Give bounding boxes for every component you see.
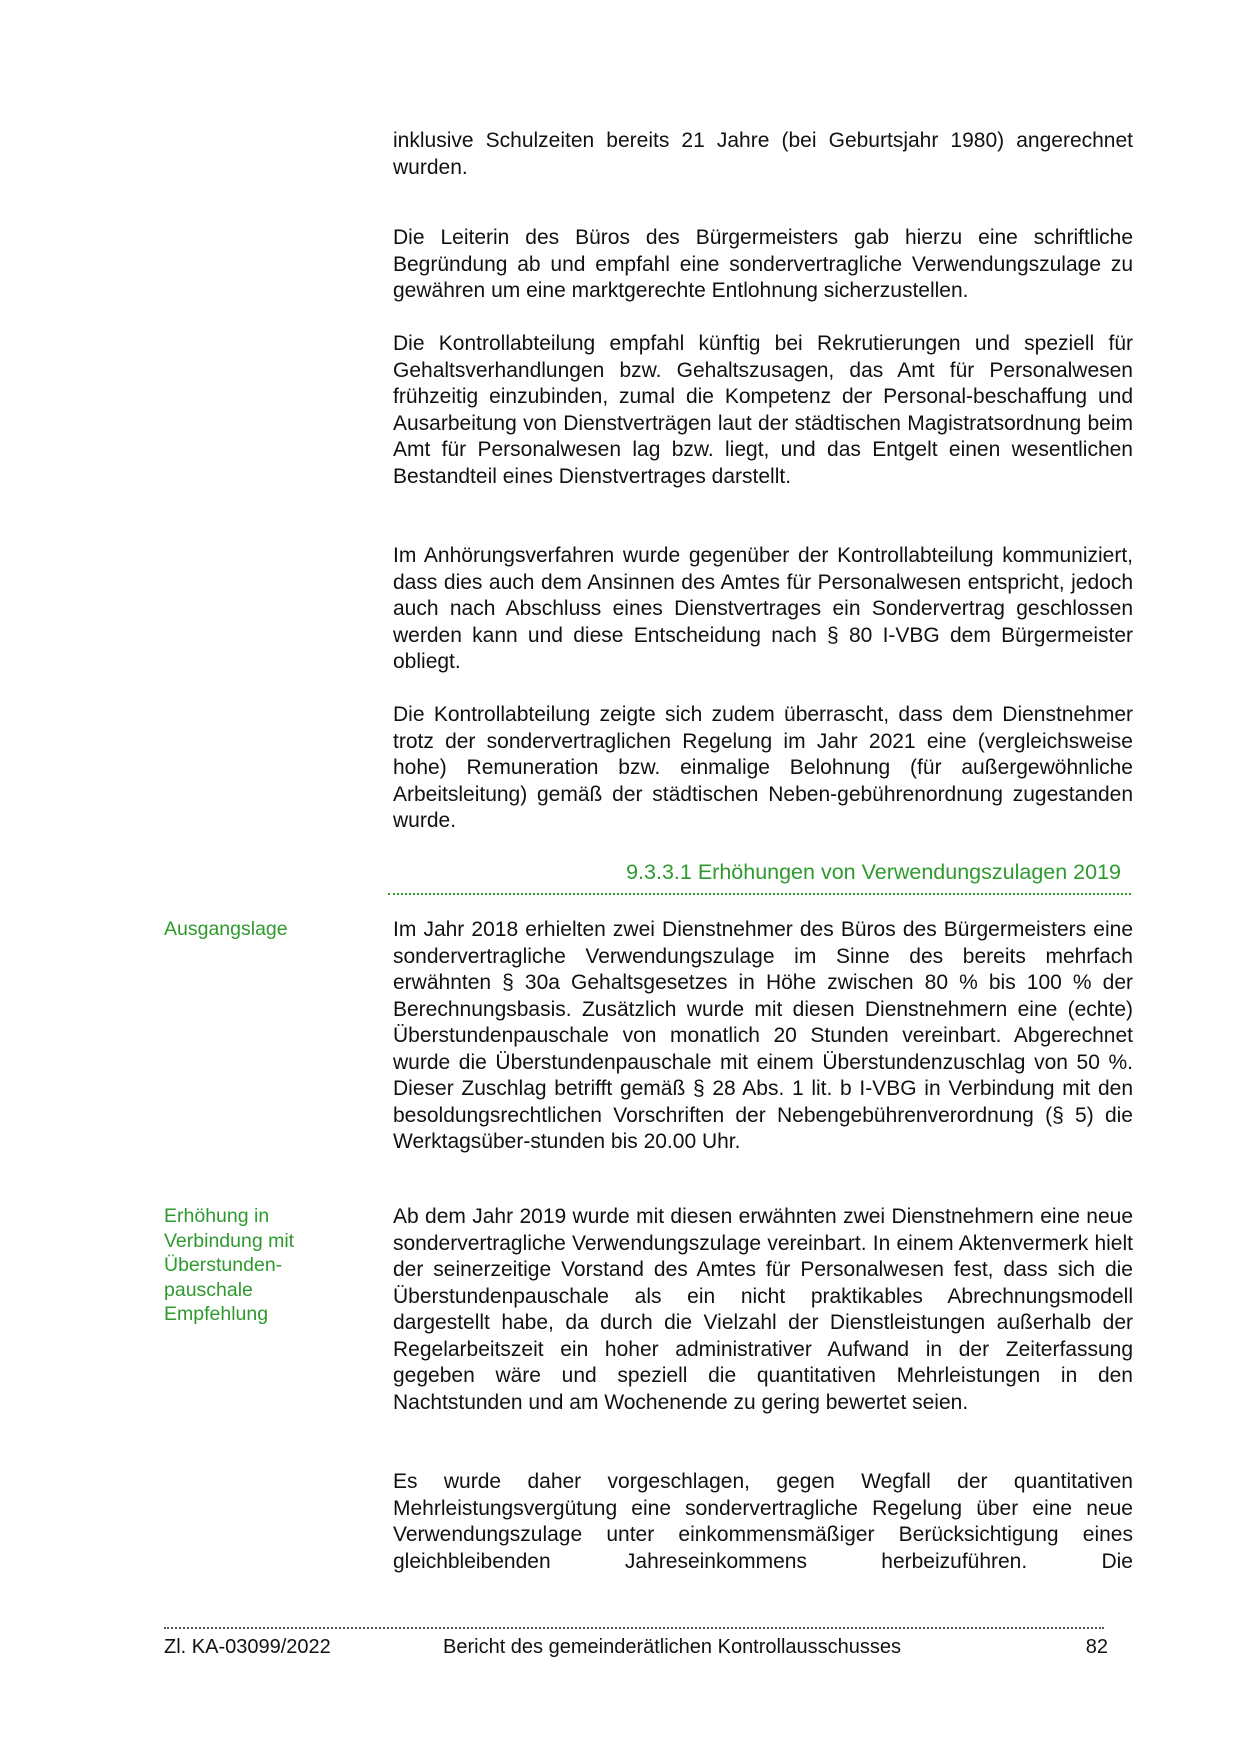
body-paragraph-8: Es wurde daher vorgeschlagen, gegen Wegfall der quantitativen Mehrleistungsvergütung eine sondervertragliche Regelung über eine neue Verwendungszulage unter einkommensmäßiger Berücksichtigung eines gleichbleibenden Jahreseinkommens herbeizuführen. Die bbox=[393, 1470, 1133, 1573]
body-paragraph-6: Im Jahr 2018 erhielten zwei Dienstnehmer des Büros des Bürgermeisters eine sondervertragliche Verwendungszulage im Sinne des bereits mehrfach erwähnten § 30a Gehaltsgesetzes in Höhe zwischen 80 % bis 100 % der Berechnungsbasis. Zusätzlich wurde mit diesen Dienstnehmern eine (echte) Überstundenpauschale von monatlich 20 Stunden vereinbart. Abgerechnet wurde die Überstundenpauschale mit einem Überstundenzuschlag von 50 %. Dieser Zuschlag betrifft gemäß § 28 Abs. 1 lit. b I-VBG in Verbindung mit den besoldungsrechtlichen Vorschriften der Nebengebührenverordnung (§ 5) die Werktagsüber-stunden bis 20.00 Uhr. bbox=[393, 918, 1133, 1153]
body-paragraph-4: Im Anhörungsverfahren wurde gegenüber der Kontrollabteilung kommuniziert, dass dies auch dem Ansinnen des Amtes für Personalwesen entspricht, jedoch auch nach Abschluss eines Dienstvertrages ein Sondervertrag geschlossen werden kann und diese Entscheidung nach § 80 I-VBG dem Bürgermeister obliegt. bbox=[393, 544, 1133, 673]
margin-note-ausgangslage: Ausgangslage bbox=[164, 918, 288, 940]
body-paragraph-1: inklusive Schulzeiten bereits 21 Jahre (bei Geburtsjahr 1980) angerechnet wurden. bbox=[393, 129, 1133, 179]
margin-note-line: pauschale bbox=[164, 1278, 253, 1301]
section-heading-rule bbox=[388, 893, 1131, 895]
footer-reference: Zl. KA-03099/2022 bbox=[164, 1636, 331, 1658]
margin-note-line: Erhöhung in bbox=[164, 1205, 270, 1227]
body-paragraph-5: Die Kontrollabteilung zeigte sich zudem überrascht, dass dem Dienstnehmer trotz der sondervertraglichen Regelung im Jahr 2021 eine (vergleichsweise hohe) Remuneration bzw. einmalige Belohnung (für außergewöhnliche Arbeitsleitung) gemäß der städtischen Neben-gebührenordnung zugestanden wurde. bbox=[393, 703, 1133, 832]
page-number: 82 bbox=[1085, 1636, 1108, 1658]
footer-rule bbox=[164, 1627, 1104, 1629]
body-paragraph-3: Die Kontrollabteilung empfahl künftig bei Rekrutierungen und speziell für Gehaltsverhandlungen bzw. Gehaltszusagen, das Amt für Personalwesen frühzeitig einzubinden, zumal die Kompetenz der Personal-beschaffung und Ausarbeitung von Dienstverträgen laut der städtischen Magistratsordnung beim Amt für Personalwesen lag bzw. liegt, und das Entgelt einen wesentlichen Bestandteil eines Dienstvertrages darstellt. bbox=[393, 332, 1133, 488]
body-paragraph-2: Die Leiterin des Büros des Bürgermeisters gab hierzu eine schriftliche Begründung ab und empfahl eine sondervertragliche Verwendungszulage zu gewähren um eine marktgerechte Entlohnung sicherzustellen. bbox=[393, 226, 1133, 302]
footer-title: Bericht des gemeinderätlichen Kontrollausschusses bbox=[443, 1636, 902, 1658]
margin-note-erhoehung bbox=[164, 1204, 364, 1327]
margin-note-line: Empfehlung bbox=[164, 1303, 269, 1325]
margin-note-line: Überstunden- bbox=[164, 1254, 283, 1276]
body-paragraph-7: Ab dem Jahr 2019 wurde mit diesen erwähnten zwei Dienstnehmern eine neue sondervertragliche Verwendungszulage vereinbart. In einem Aktenvermerk hielt der seinerzeitige Vorstand des Amtes für Personalwesen fest, dass sich die Überstundenpauschale als ein nicht praktikables Abrechnungsmodell dargestellt habe, da durch die Vielzahl der Dienstleistungen außerhalb der Regelarbeitszeit ein hoher administrativer Aufwand in der Zeiterfassung gegeben wäre und speziell die quantitativen Mehrleistungen in den Nachtstunden und am Wochenende zu gering bewertet seien. bbox=[393, 1205, 1133, 1414]
section-heading: 9.3.3.1 Erhöhungen von Verwendungszulagen 2019 bbox=[626, 860, 1121, 884]
margin-note-line: Verbindung mit bbox=[164, 1229, 295, 1252]
